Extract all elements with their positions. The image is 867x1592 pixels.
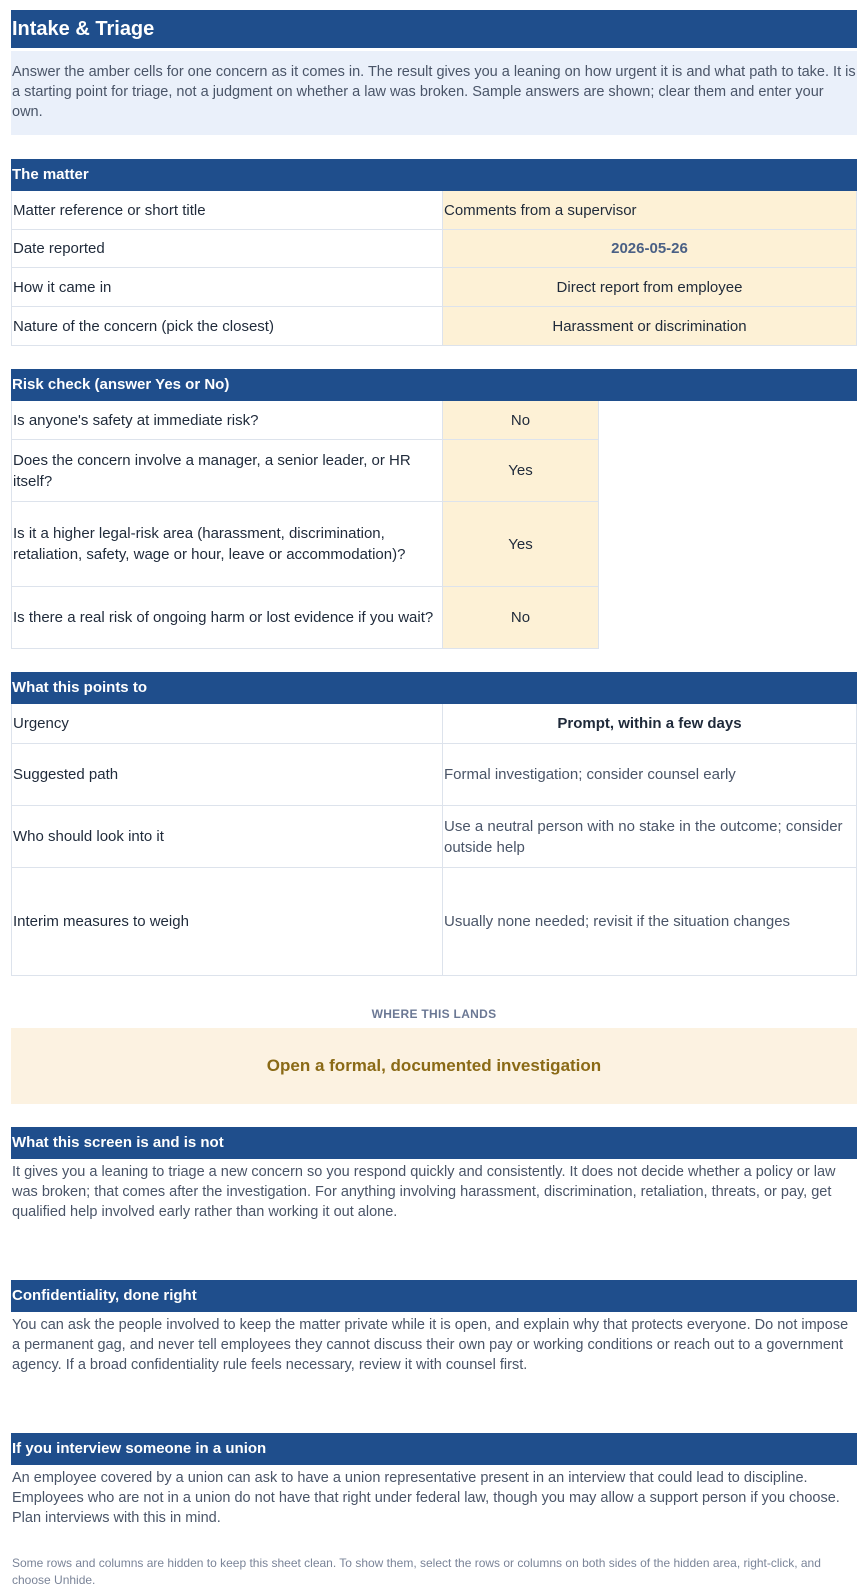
matter-row-date bbox=[11, 230, 857, 268]
points-row-urgency bbox=[11, 704, 857, 744]
intro-text: Answer the amber cells for one concern as it comes in. The result gives you a leaning on how urgent it is and what path to take. It is a starting point for triage, not a judgment on whether a law was broken. Sample answers are shown; clear them and enter your own. bbox=[11, 51, 857, 135]
risk-row bbox=[11, 440, 599, 502]
union-note-text: An employee covered by a union can ask to have a union representative present in an interview that could lead to discipline. Employees who are not in a union do not have that right under federal law, though you may allow a support person if you choose. Plan interviews with this in mind. bbox=[12, 1470, 840, 1526]
section-header-screen: What this screen is and is not bbox=[11, 1127, 857, 1159]
points-label: Who should look into it bbox=[11, 806, 443, 868]
footer-note: Some rows and columns are hidden to keep this sheet clean. To show them, select the rows or columns on both sides of the hidden area, right-click, and choose Unhide. bbox=[12, 1556, 821, 1587]
risk-answer-select[interactable]: Yes bbox=[443, 440, 599, 502]
points-row-who bbox=[11, 806, 857, 868]
matter-label: Matter reference or short title bbox=[11, 191, 443, 230]
points-row-path bbox=[11, 744, 857, 806]
risk-row bbox=[11, 401, 599, 440]
section-header-risk: Risk check (answer Yes or No) bbox=[11, 369, 857, 401]
date-reported-input[interactable]: 2026-05-26 bbox=[443, 230, 857, 268]
section-header-confidentiality: Confidentiality, done right bbox=[11, 1280, 857, 1312]
matter-label: Date reported bbox=[11, 230, 443, 268]
lands-result: Open a formal, documented investigation bbox=[11, 1028, 857, 1104]
risk-answer-select[interactable]: Yes bbox=[443, 502, 599, 587]
matter-label: How it came in bbox=[11, 268, 443, 307]
risk-row bbox=[11, 502, 599, 587]
points-label: Urgency bbox=[11, 704, 443, 744]
who-should-look-result: Use a neutral person with no stake in the outcome; consider outside help bbox=[443, 806, 857, 868]
points-label: Suggested path bbox=[11, 744, 443, 806]
section-header-matter: The matter bbox=[11, 159, 857, 191]
confidentiality-note-text: You can ask the people involved to keep the matter private while it is open, and explain why that protects everyone. Do not impose a permanent gag, and never tell employees they cannot discuss their own pay or working conditions or reach out to a government agency. If a broad confidentiality rule feels necessary, review it with counsel first. bbox=[12, 1317, 849, 1373]
lands-label: WHERE THIS LANDS bbox=[371, 1007, 497, 1021]
risk-question: Is anyone's safety at immediate risk? bbox=[11, 401, 443, 440]
matter-row-reference bbox=[11, 191, 857, 230]
points-row-interim bbox=[11, 868, 857, 976]
screen-note-text: It gives you a leaning to triage a new concern so you respond quickly and consistently. It does not decide whether a policy or law was broken; that comes after the investigation. For anything involving harassment, discrimination, retaliation, threats, or pay, get qualified help involved early rather than working it out alone. bbox=[12, 1164, 836, 1220]
section-header-points: What this points to bbox=[11, 672, 857, 704]
matter-row-nature bbox=[11, 307, 857, 346]
matter-label: Nature of the concern (pick the closest) bbox=[11, 307, 443, 346]
risk-question: Does the concern involve a manager, a senior leader, or HR itself? bbox=[11, 440, 443, 502]
risk-question: Is there a real risk of ongoing harm or lost evidence if you wait? bbox=[11, 587, 443, 649]
risk-answer-select[interactable]: No bbox=[443, 587, 599, 649]
matter-row-channel bbox=[11, 268, 857, 307]
suggested-path-result: Formal investigation; consider counsel early bbox=[443, 744, 857, 806]
risk-question: Is it a higher legal-risk area (harassment, discrimination, retaliation, safety, wage or hour, leave or accommodation)? bbox=[11, 502, 443, 587]
urgency-result: Prompt, within a few days bbox=[443, 704, 857, 744]
interim-measures-result: Usually none needed; revisit if the situation changes bbox=[443, 868, 857, 976]
nature-of-concern-select[interactable]: Harassment or discrimination bbox=[443, 307, 857, 346]
how-it-came-in-select[interactable]: Direct report from employee bbox=[443, 268, 857, 307]
page-title: Intake & Triage bbox=[11, 10, 857, 48]
points-label: Interim measures to weigh bbox=[11, 868, 443, 976]
section-header-union: If you interview someone in a union bbox=[11, 1433, 857, 1465]
matter-reference-input[interactable]: Comments from a supervisor bbox=[443, 191, 857, 230]
risk-row bbox=[11, 587, 599, 649]
risk-answer-select[interactable]: No bbox=[443, 401, 599, 440]
